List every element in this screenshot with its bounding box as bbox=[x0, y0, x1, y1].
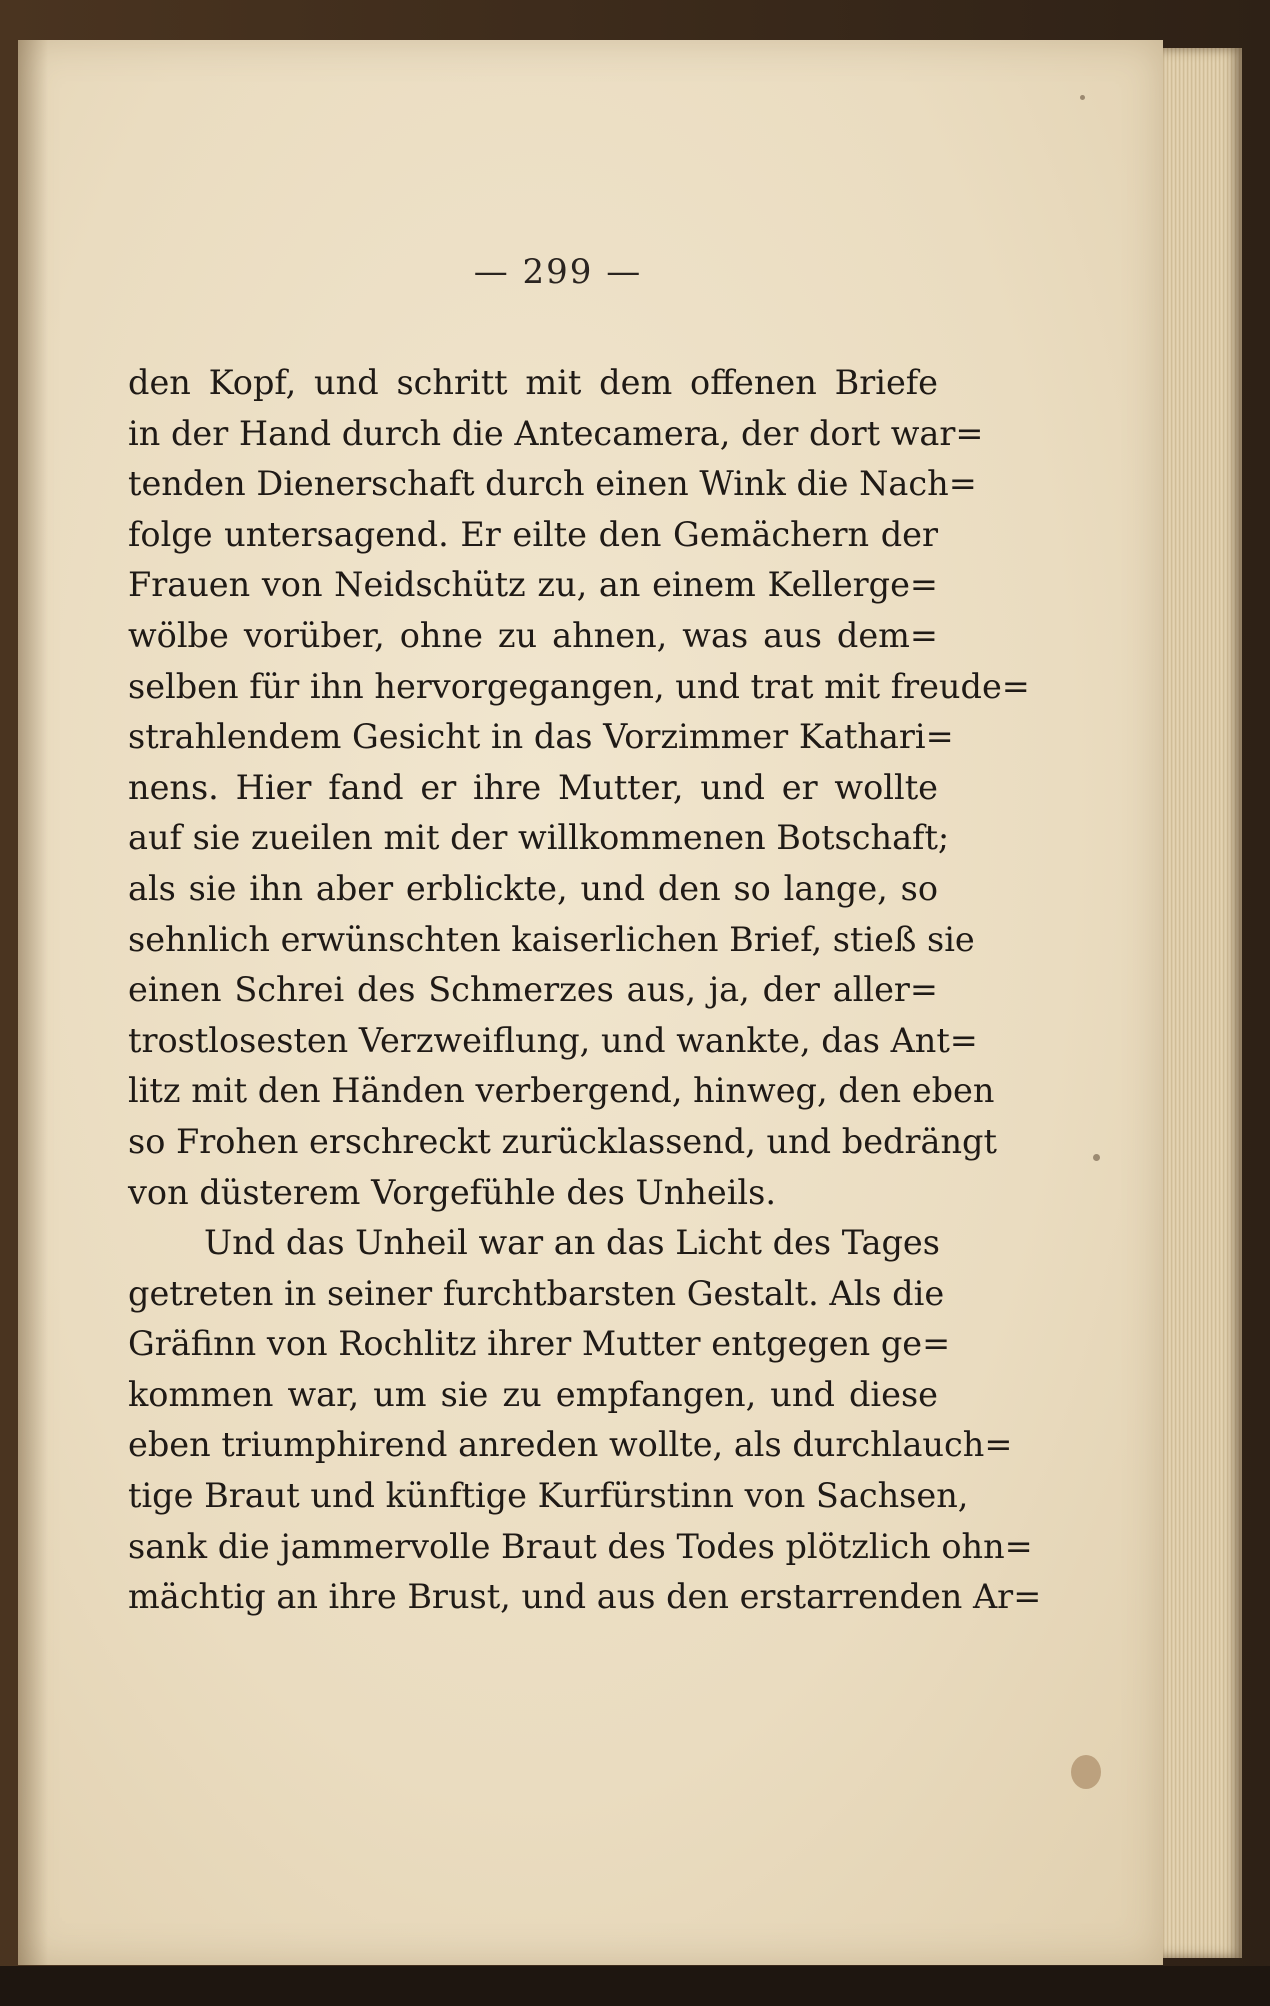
text-line: Frauen von Neidschütz zu, an einem Kellerge= bbox=[128, 565, 938, 605]
text-line: als sie ihn aber erblickte, und den so lange, so bbox=[128, 868, 938, 908]
text-line: so Frohen erschreckt zurücklassend, und bedrängt bbox=[128, 1121, 997, 1161]
text-line: nens. Hier fand er ihre Mutter, und er wollte bbox=[128, 767, 938, 807]
text-line: tige Braut und künftige Kurfürstinn von Sachsen, bbox=[128, 1476, 969, 1516]
text-line: getreten in seiner furchtbarsten Gestalt. Als die bbox=[128, 1273, 945, 1313]
text-line: tenden Dienerschaft durch einen Wink die Nach= bbox=[128, 464, 977, 504]
text-line: Gräfinn von Rochlitz ihrer Mutter entgegen ge= bbox=[128, 1324, 951, 1364]
book-cover-edge bbox=[0, 1966, 1270, 2006]
page-number: — 299 — bbox=[473, 252, 643, 292]
text-line: kommen war, um sie zu empfangen, und diese bbox=[128, 1374, 938, 1414]
page-edges bbox=[1160, 48, 1242, 1958]
paper-speck bbox=[1093, 1154, 1100, 1161]
text-line: den Kopf, und schritt mit dem offenen Briefe bbox=[128, 363, 938, 402]
text-line: von düsterem Vorgefühle des Unheils. bbox=[128, 1172, 776, 1212]
paragraph bbox=[128, 1218, 1042, 1623]
text-line: in der Hand durch die Antecamera, der dort war= bbox=[128, 413, 984, 453]
text-line: selben für ihn hervorgegangen, und trat mit freude= bbox=[128, 666, 1030, 706]
text-line: wölbe vorüber, ohne zu ahnen, was aus dem= bbox=[128, 615, 938, 655]
text-line: mächtig an ihre Brust, und aus den erstarrenden Ar= bbox=[128, 1577, 1042, 1617]
text-line: trostlosesten Verzweiflung, und wankte, das Ant= bbox=[128, 1020, 978, 1060]
text-line: sehnlich erwünschten kaiserlichen Brief, stieß sie bbox=[128, 919, 975, 959]
text-line: Und das Unheil war an das Licht des Tages bbox=[204, 1223, 940, 1263]
text-line: litz mit den Händen verbergend, hinweg, den eben bbox=[128, 1071, 995, 1111]
text-line: einen Schrei des Schmerzes aus, ja, der aller= bbox=[128, 970, 938, 1010]
paper-stain bbox=[1071, 1755, 1101, 1789]
text-line: auf sie zueilen mit der willkommenen Botschaft; bbox=[128, 818, 950, 858]
paragraph bbox=[128, 358, 1030, 1218]
text-line: folge untersagend. Er eilte den Gemächern der bbox=[128, 514, 938, 554]
text-line: sank die jammervolle Braut des Todes plötzlich ohn= bbox=[128, 1526, 1033, 1566]
text-line: strahlendem Gesicht in das Vorzimmer Kathari= bbox=[128, 717, 954, 757]
text-line: eben triumphirend anreden wollte, als durchlauch= bbox=[128, 1425, 1013, 1465]
paper-speck bbox=[1080, 95, 1085, 100]
paper-page bbox=[18, 40, 1163, 1965]
gutter-shadow bbox=[18, 40, 48, 1965]
body-text bbox=[128, 358, 1042, 1623]
